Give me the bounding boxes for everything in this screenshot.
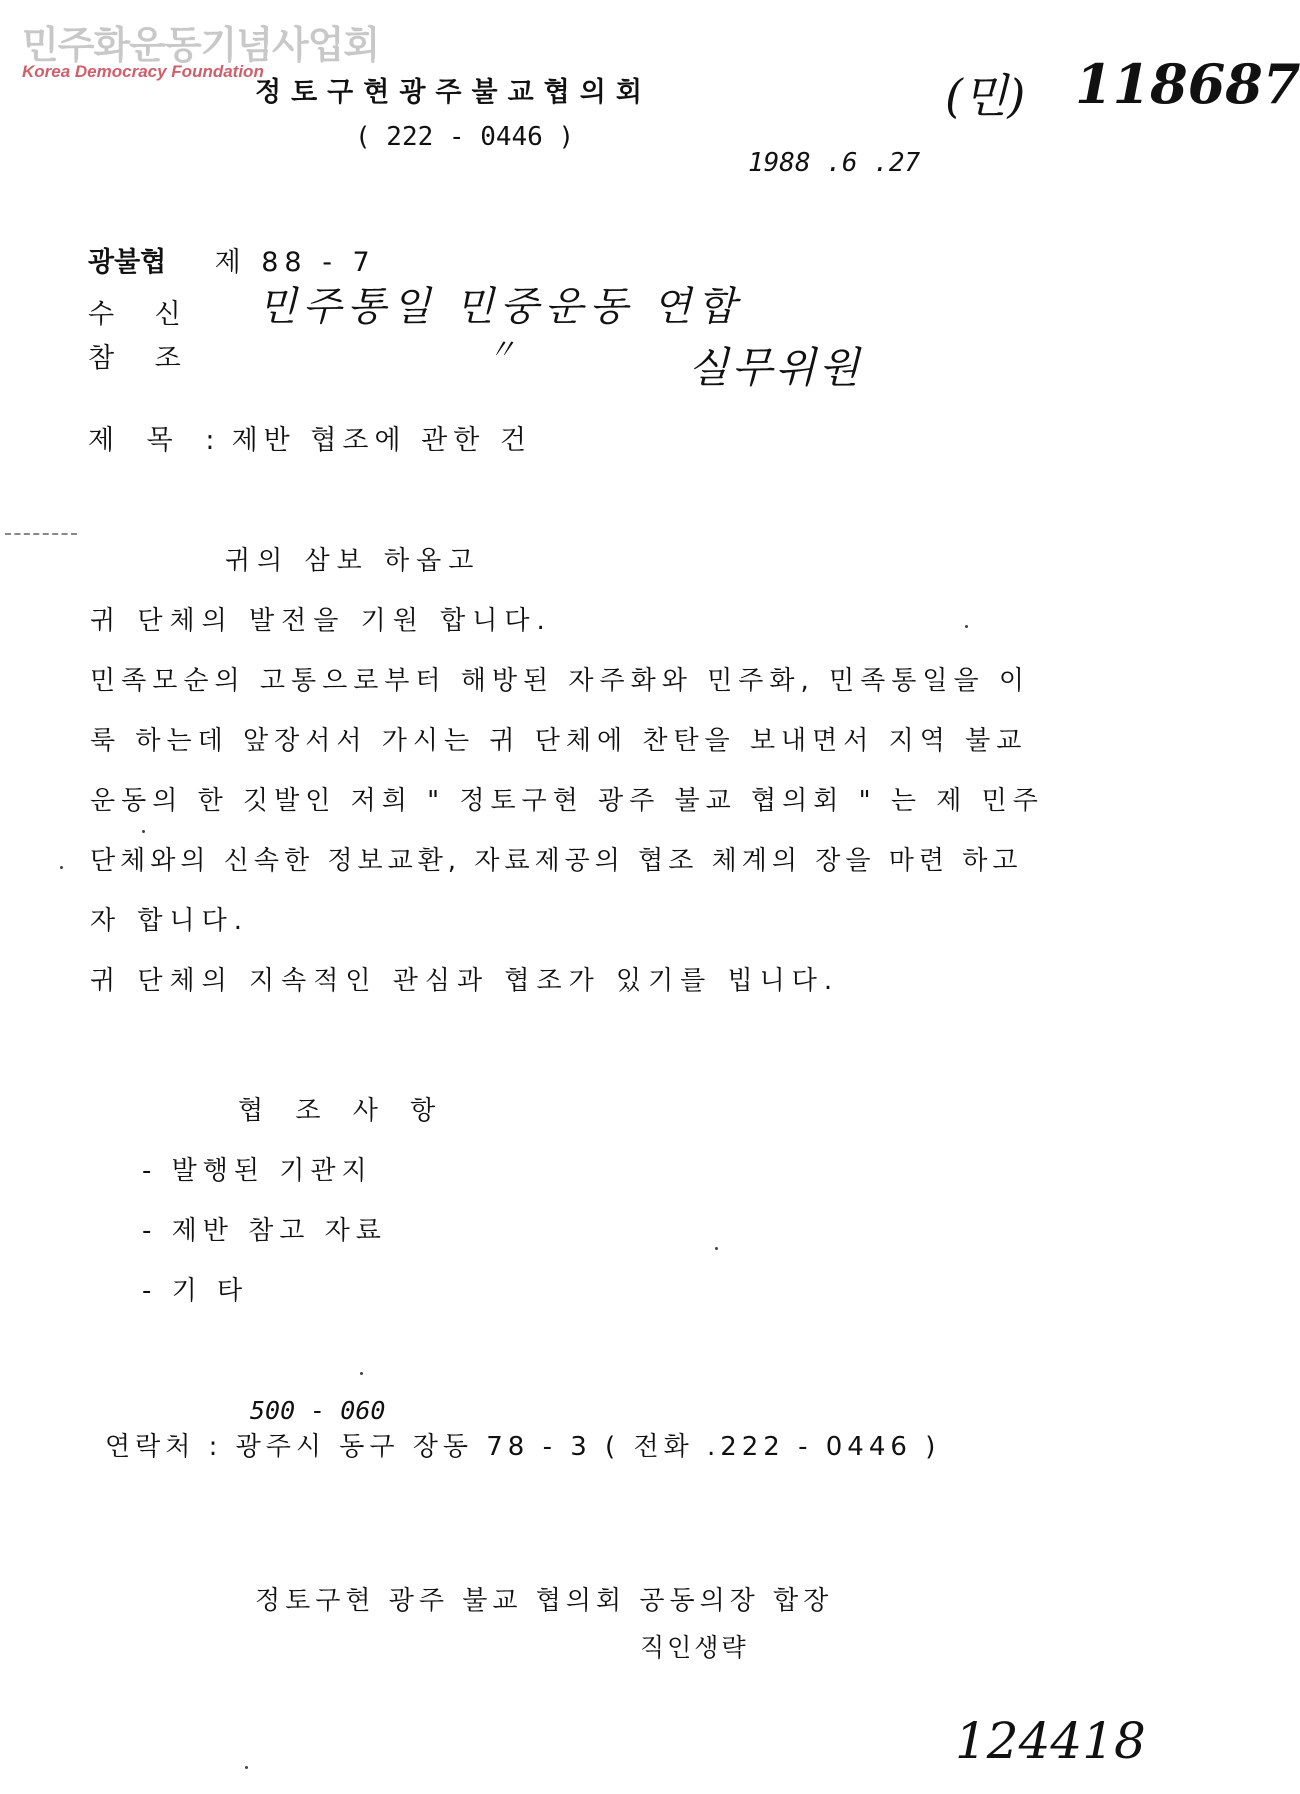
doc-number-row <box>88 240 376 279</box>
reference-row <box>88 336 198 375</box>
cooperation-item-3: - 기 타 <box>142 1276 249 1306</box>
header-date: 1988 .6 .27 <box>748 148 921 178</box>
greeting: 귀의 삼보 하옵고 <box>225 546 481 576</box>
body-line-1: 귀 단체의 발전을 기원 합니다. <box>90 606 552 636</box>
title-label: 제 목 : <box>88 425 227 456</box>
scan-speck <box>60 866 63 869</box>
cooperation-heading: 협 조 사 항 <box>238 1096 448 1126</box>
body-line-5: 단체와의 신속한 정보교환, 자료제공의 협조 체계의 장을 마련 하고 <box>90 846 1023 876</box>
contact-row <box>105 1426 940 1463</box>
reference-ditto: 〃 <box>488 333 517 366</box>
doc-number-value: 제 88 - 7 <box>214 247 376 278</box>
contact-address: 광주시 동구 장동 78 - 3 ( 전화 .222 - 0446 ) <box>235 1432 941 1462</box>
postal-code: 500 - 060 <box>250 1396 386 1425</box>
signature-org: 정토구현 광주 불교 협의회 공동의장 합장 <box>255 1586 834 1616</box>
body-line-2: 민족모순의 고통으로부터 해방된 자주화와 민주화, 민족통일을 이 <box>90 666 1030 696</box>
body-line-7: 귀 단체의 지속적인 관심과 협조가 있기를 빕니다. <box>90 966 840 996</box>
doc-number-label: 광불협 <box>88 247 167 278</box>
archive-number: 118687 <box>1075 52 1300 116</box>
recipient-handwritten: 민주통일 민중운동 연합 <box>258 284 742 330</box>
title-value: 제반 협조에 관한 건 <box>231 425 532 456</box>
cooperation-item-2: - 제반 참고 자료 <box>142 1216 387 1246</box>
reference-label: 참 조 <box>88 343 197 374</box>
body-line-3: 룩 하는데 앞장서서 가시는 귀 단체에 찬탄을 보내면서 지역 불교 <box>90 726 1028 756</box>
watermark-korean: 민주화운동기념사업회 <box>22 23 380 67</box>
scan-speck <box>360 1372 363 1375</box>
contact-label: 연락처 : <box>105 1432 223 1462</box>
recipient-label: 수 신 <box>88 299 197 330</box>
seal-omitted-note: 직인생략 <box>640 1633 749 1662</box>
body-line-6: 자 합니다. <box>90 906 249 936</box>
watermark-english: Korea Democracy Foundation <box>22 62 264 81</box>
reference-handwritten: 실무위원 <box>688 343 863 392</box>
cooperation-item-1: - 발행된 기관지 <box>142 1156 373 1186</box>
header-phone: ( 222 - 0446 ) <box>355 122 575 152</box>
scan-speck <box>715 1247 718 1250</box>
stamp-mark: (민) <box>945 69 1026 123</box>
scan-speck <box>965 625 968 628</box>
recipient-row <box>88 292 198 331</box>
body-line-4: 운동의 한 깃발인 저희 " 정토구현 광주 불교 협의회 " 는 제 민주 <box>90 786 1044 816</box>
scan-speck <box>142 830 145 833</box>
header-organization: 정토구현광주불교협의회 <box>255 77 652 108</box>
footer-handwritten-number: 124418 <box>955 1712 1146 1770</box>
scan-speck <box>245 1766 248 1769</box>
scan-edge-mark <box>5 533 77 535</box>
title-row <box>88 418 532 457</box>
